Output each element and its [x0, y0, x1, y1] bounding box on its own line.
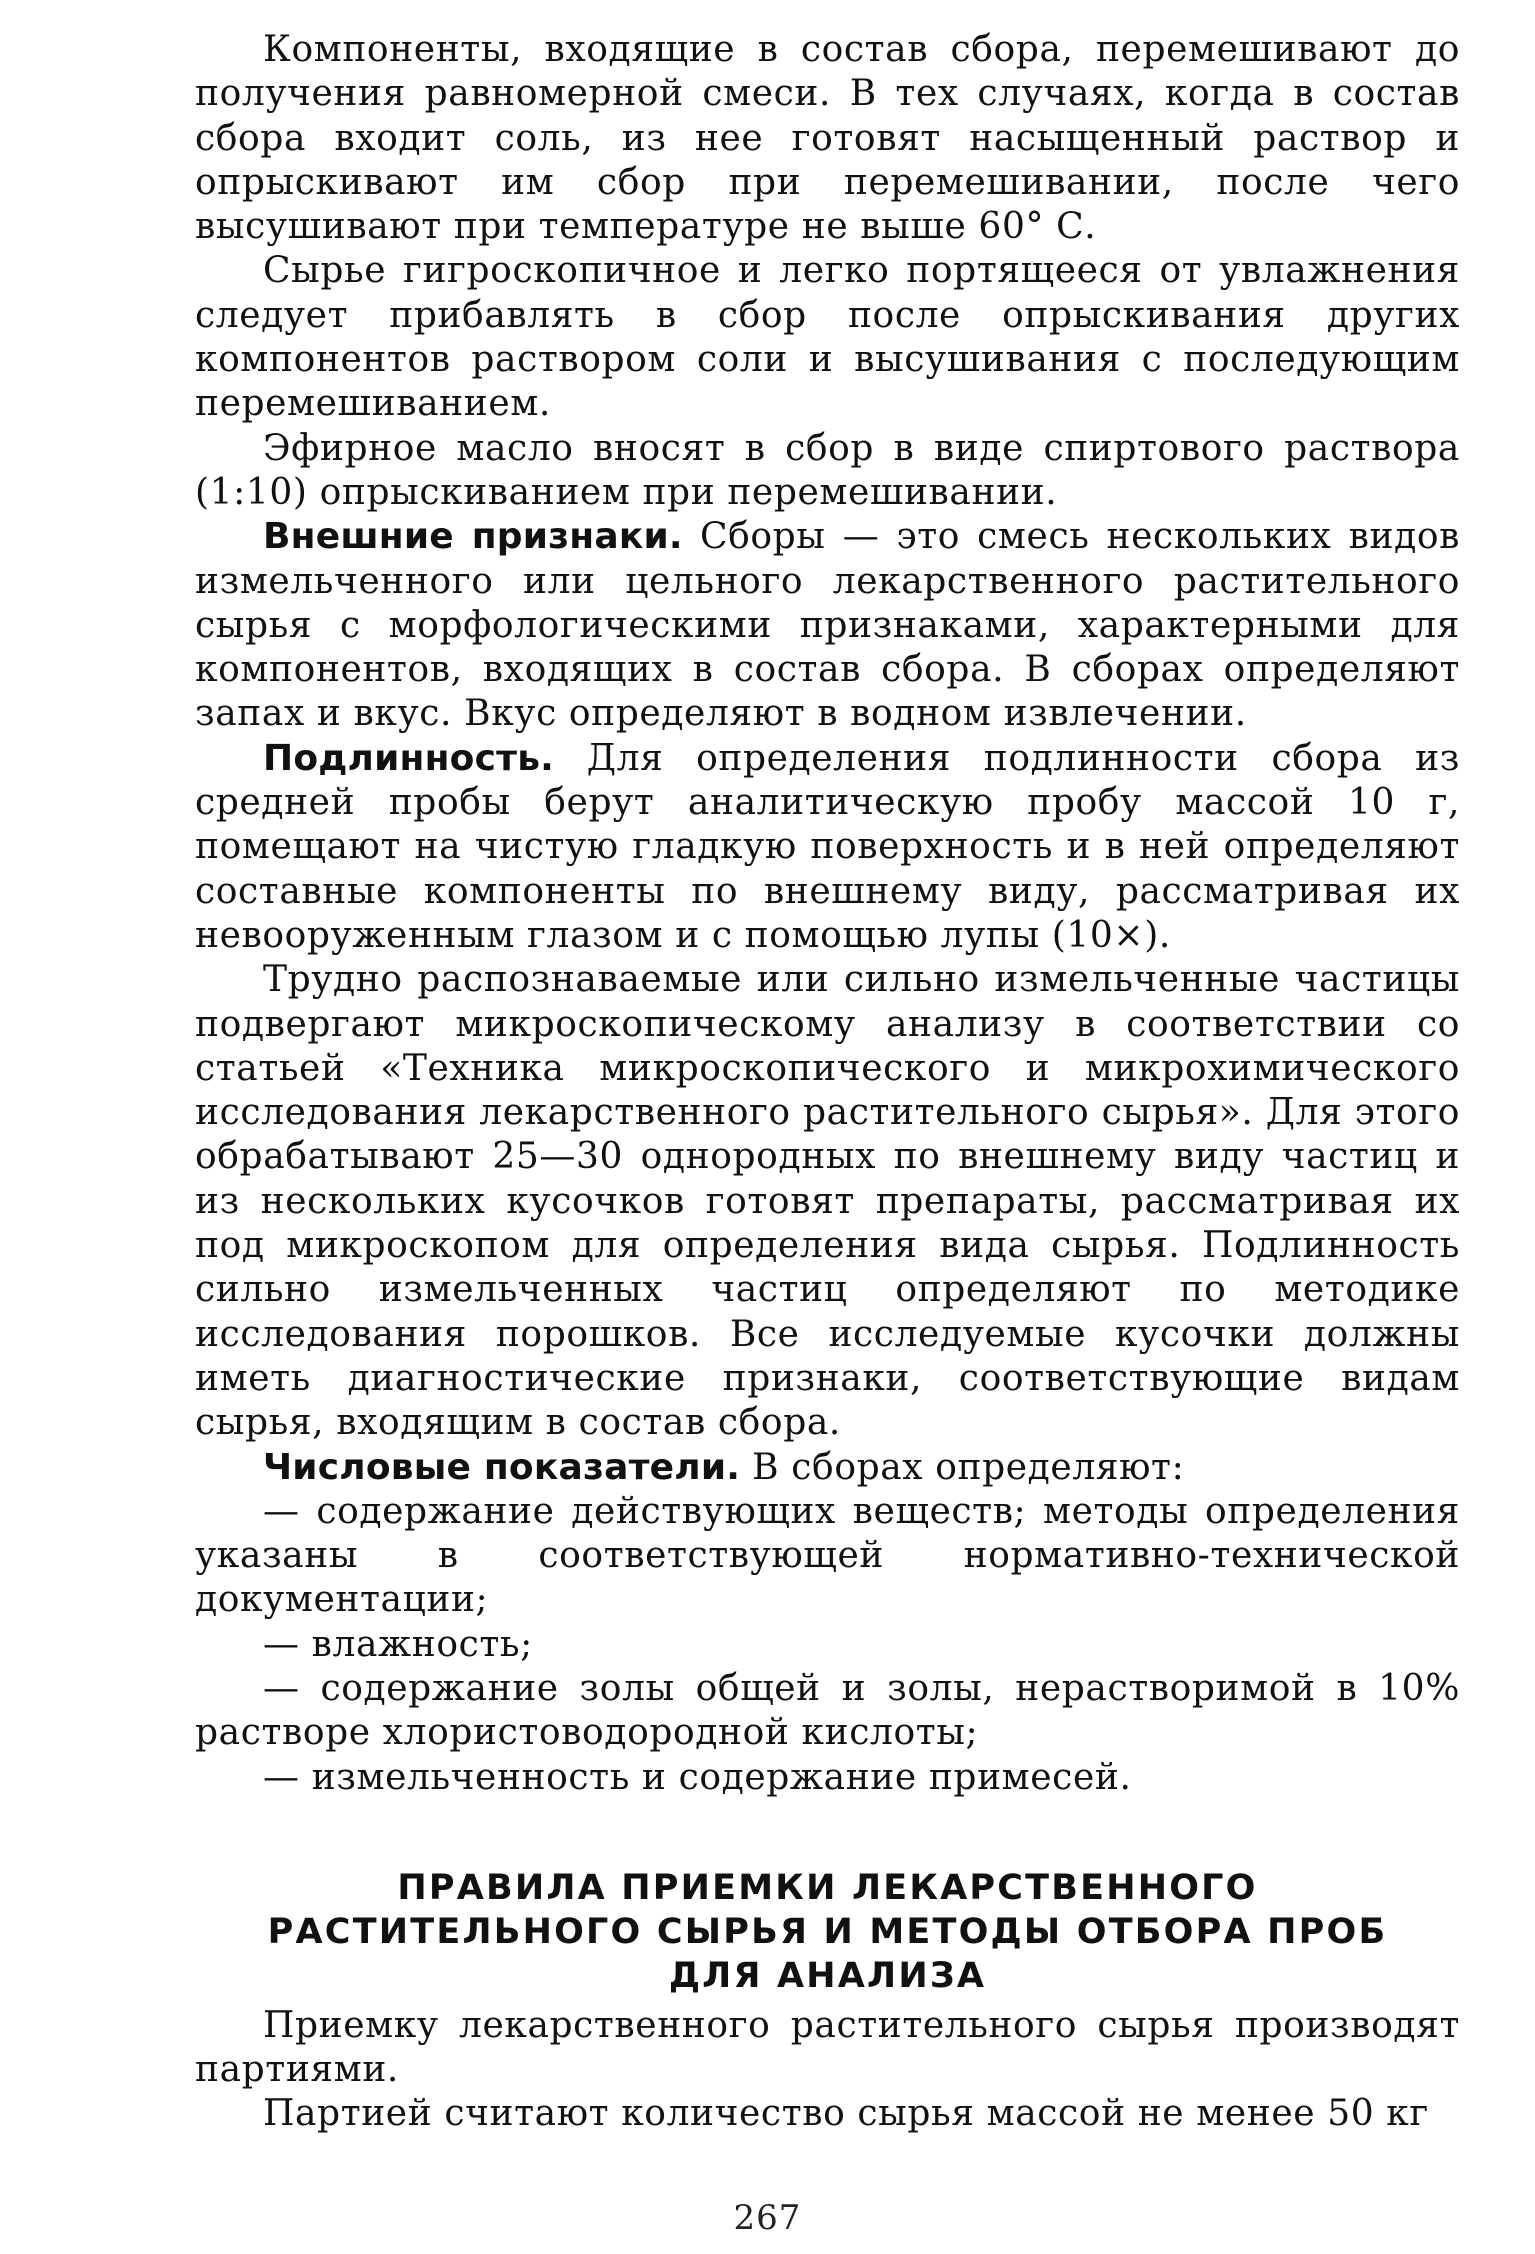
list-item-text: — влажность; — [263, 1623, 533, 1665]
paragraph-acceptance — [195, 2004, 1460, 2093]
section-heading-line: РАСТИТЕЛЬНОГО СЫРЬЯ И МЕТОДЫ ОТБОРА ПРОБ — [267, 1911, 1388, 1952]
run-in-heading: Числовые показатели. — [263, 1446, 741, 1488]
paragraph-authenticity — [195, 737, 1460, 958]
paragraph-hygroscopic — [195, 249, 1460, 426]
list-item-ash — [195, 1667, 1460, 1756]
paragraph-mixing — [195, 28, 1460, 249]
list-item-grinding — [195, 1756, 1460, 1800]
run-in-heading: Подлинность. — [263, 737, 555, 779]
paragraph-external-signs — [195, 515, 1460, 736]
paragraph-batch — [195, 2092, 1460, 2136]
paragraph-text: Партией считают количество сырья массой не менее 50 кг — [263, 2093, 1429, 2135]
paragraph-text: Эфирное масло вносят в сбор в виде спиртового раствора (1:10) опрыскиванием при перемешивании. — [195, 427, 1460, 513]
paragraph-text: Приемку лекарственного растительного сырья производят партиями. — [195, 2004, 1460, 2091]
paragraph-text: Для определения подлинности сбора из средней пробы берут аналитическую пробу массой 10 г, помещают на чистую гладкую поверхность и в ней определяют составные компоненты по внешнему виду, рассматривая их невооруженным глазом и с помощью лупы (10×). — [195, 737, 1460, 956]
run-in-heading: Внешние признаки. — [263, 516, 683, 558]
list-item-text: — содержание действующих веществ; методы определения указаны в соответствующей нормативно-технической документации; — [195, 1490, 1460, 1621]
paragraph-essential-oil — [195, 427, 1460, 516]
paragraph-text: В сборах определяют: — [740, 1446, 1185, 1488]
list-item-text: — содержание золы общей и золы, нерастворимой в 10% растворе хлористоводородной кислоты; — [195, 1667, 1460, 1754]
section-heading-line: ПРАВИЛА ПРИЕМКИ ЛЕКАРСТВЕННОГО — [397, 1867, 1258, 1908]
page-content — [195, 28, 1460, 2137]
section-heading — [195, 1866, 1460, 1998]
list-item-text: — измельченность и содержание примесей. — [263, 1756, 1132, 1798]
paragraph-microscopy — [195, 958, 1460, 1445]
paragraph-text: Компоненты, входящие в состав сбора, перемешивают до получения равномерной смеси. В тех случаях, когда в состав сбора входит соль, из нее готовят насыщенный раствор и опрыскивают им сбор при перемешивании, после чего высушивают при температуре не выше 60° С. — [195, 29, 1460, 248]
page-number: 267 — [733, 2198, 802, 2238]
paragraph-numeric-indicators — [195, 1446, 1460, 1490]
paragraph-text: Сборы — это смесь нескольких видов измельченного или цельного лекарственного растительного сырья с морфологическими признаками, характерными для компонентов, входящих в состав сбора. В сборах определяют запах и вкус. Вкус определяют в водном извлечении. — [195, 516, 1460, 735]
section-heading-line: ДЛЯ АНАЛИЗА — [668, 1955, 987, 1996]
paragraph-text: Трудно распознаваемые или сильно измельченные частицы подвергают микроскопическому анализу в соответствии со статьей «Техника микроскопического и микрохимического исследования лекарственного растительного сырья». Для этого обрабатывают 25—30 однородных по внешнему виду частиц и из нескольких кусочков готовят препараты, рассматривая их под микроскопом для определения вида сырья. Подлинность сильно измельченных частиц определяют по методике исследования порошков. Все исследуемые кусочки должны иметь диагностические признаки, соответствующие видам сырья, входящим в состав сбора. — [195, 959, 1460, 1444]
paragraph-text: Сырье гигроскопичное и легко портящееся от увлажнения следует прибавлять в сбор после опрыскивания других компонентов раствором соли и высушивания с последующим перемешиванием. — [195, 250, 1460, 425]
list-item-active-substances — [195, 1490, 1460, 1623]
list-item-humidity — [195, 1623, 1460, 1667]
